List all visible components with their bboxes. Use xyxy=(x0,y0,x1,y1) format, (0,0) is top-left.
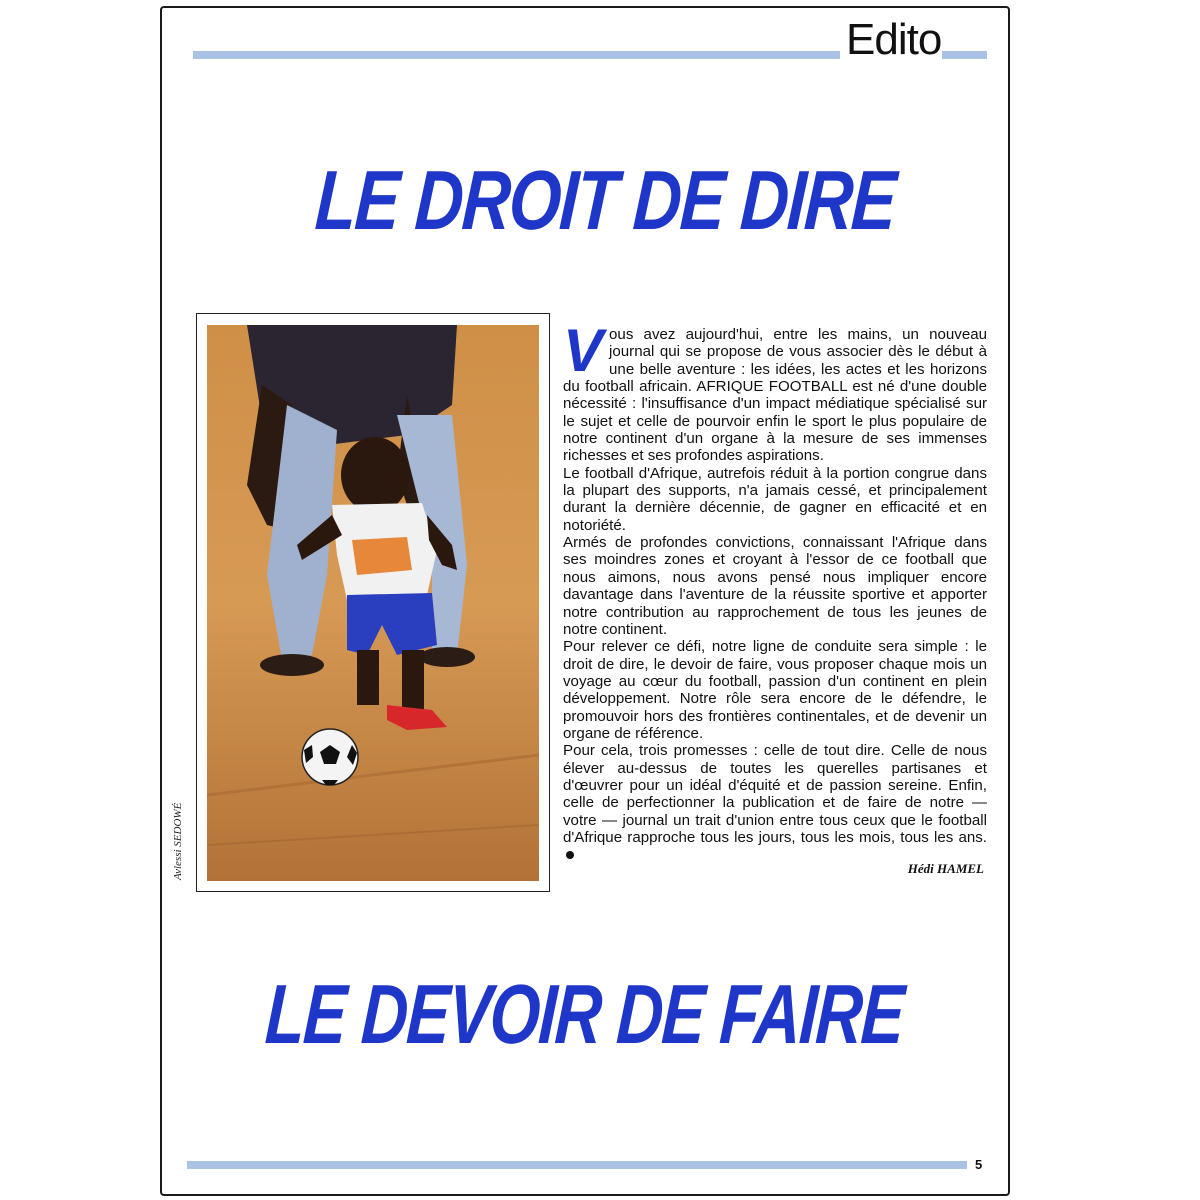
headline-bottom: LE DEVOIR DE FAIRE xyxy=(263,967,906,1061)
article-paragraph-3: Armés de profondes convictions, connaissant l'Afrique dans ses moindres zones et croyant à l'essor de ce football que nous aimons, nous avons pensé nous impliquer encore davantage dans l'aventure de la réussite sportive et apporter notre contribution au rapprochement de tous les jeunes de notre continent. xyxy=(563,534,987,638)
headline-top: LE DROIT DE DIRE xyxy=(313,153,898,247)
header-rule-end xyxy=(942,51,987,59)
article-paragraph-5 xyxy=(563,742,987,863)
page-number: 5 xyxy=(975,1157,983,1172)
author-signature: Hédi HAMEL xyxy=(907,861,984,876)
photo-illustration xyxy=(207,325,539,881)
article-paragraph-2: Le football d'Afrique, autrefois réduit à la portion congrue dans la plupart des supports, n'a jamais cessé, et principalement durant la dernière décennie, de gagner en efficacité et en notoriété. xyxy=(563,464,987,534)
editorial-text xyxy=(563,317,987,864)
photo-credit: Avlessi SEDOWÉ xyxy=(172,802,184,880)
paragraph-text: Pour cela, trois promesses : celle de tout dire. Celle de nous élever au-dessus de toutes les querelles partisanes et d'œuvrer pour un idéal d'équité et de passion sereine. Enfin, celle de perfectionner la publication et de faire de notre — votre — journal un trait d'union entre tous ceux que le football d'Afrique rapproche tous les jours, tous les mois, tous les ans. xyxy=(563,742,987,846)
drop-cap: V xyxy=(563,317,604,384)
photo-frame xyxy=(196,313,550,892)
football-photo xyxy=(207,325,539,881)
section-label: Edito xyxy=(846,15,942,64)
footer-rule xyxy=(187,1161,967,1169)
header-rule xyxy=(193,51,840,59)
article-paragraph-4: Pour relever ce défi, notre ligne de conduite sera simple : le droit de dire, le devoir de faire, vous proposer chaque mois un voyage au cœur du football, passion d'un continent en plein développement. Notre rôle sera encore de le défendre, le promouvoir hors des frontières continentales, et de devenir un organe de référence. xyxy=(563,638,987,742)
paragraph-text: ous avez aujourd'hui, entre les mains, un nouveau journal qui se propose de vous associer dès le début à une belle aventure : les idées, les actes et les horizons du football africain. AFRIQUE FOOTBALL est né d'une double nécessité : l'insuffisance d'un impact médiatique spécialisé sur le sujet et celle de pourvoir enfin le sport le plus populaire de notre continent d'un organe à la mesure de ses immenses richesses et ses profondes aspirations. xyxy=(563,326,987,465)
photo-credit-wrap xyxy=(172,802,249,892)
end-mark xyxy=(566,851,574,859)
article-paragraph-1 xyxy=(563,317,987,465)
